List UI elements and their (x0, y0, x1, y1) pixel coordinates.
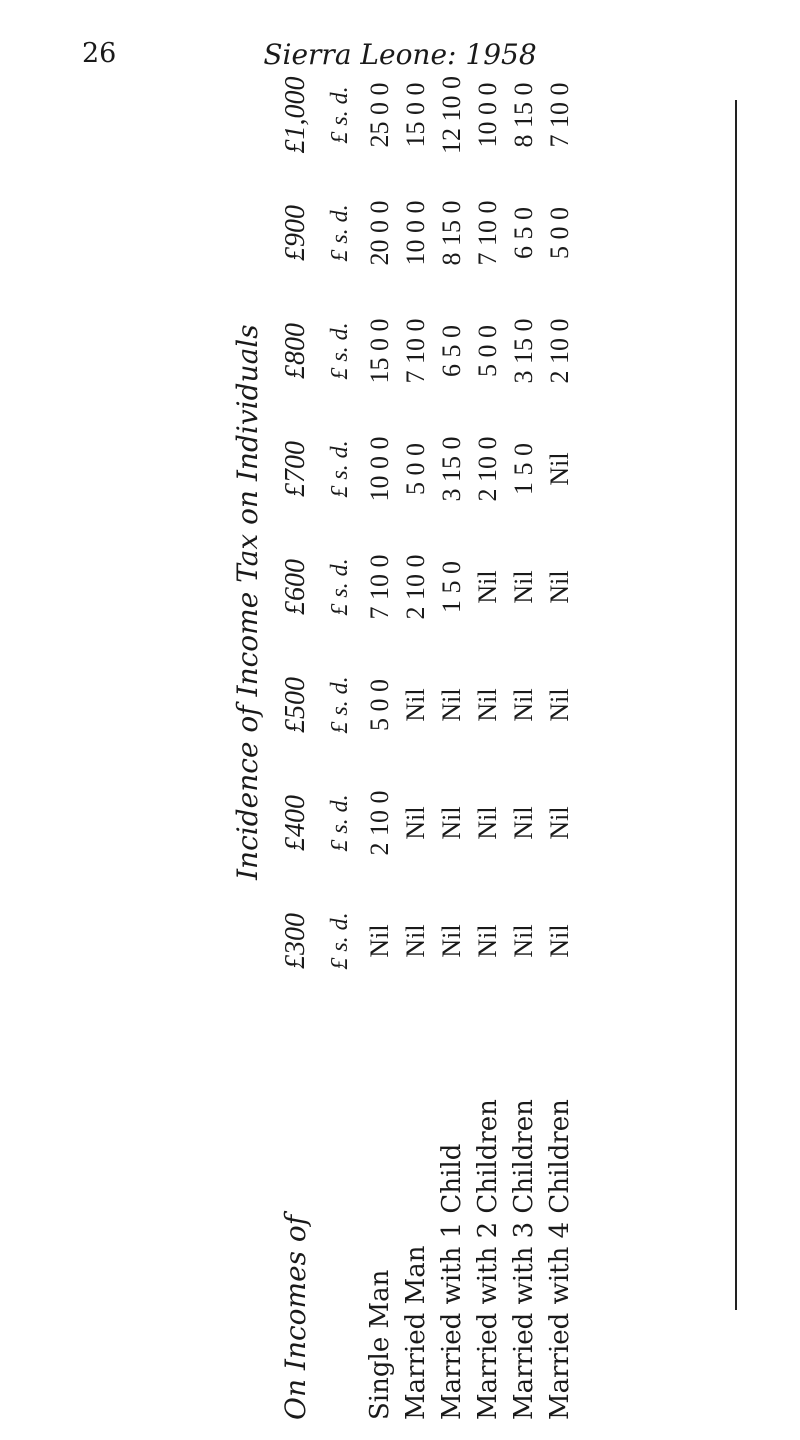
table-cell: Nil (473, 806, 502, 840)
income-level-header: £900 (280, 205, 311, 261)
table-cell: Nil (509, 924, 538, 958)
table-cell: 7 10 0 (401, 318, 430, 384)
row-label: Married with 3 Children (509, 1099, 539, 1420)
income-level-header: £800 (280, 323, 311, 379)
table-cell: 7 10 0 (473, 200, 502, 266)
income-level-header: £700 (280, 441, 311, 497)
table-cell: Nil (545, 688, 574, 722)
table-title: Incidence of Income Tax on Individuals (231, 324, 264, 880)
table-cell: 20 0 0 (365, 200, 394, 266)
running-title: Sierra Leone: 1958 (263, 38, 537, 71)
table-cell: Nil (401, 688, 430, 722)
row-label: Married with 2 Children (473, 1099, 503, 1420)
table-cell: Nil (473, 924, 502, 958)
unit-header: £ s. d. (327, 558, 353, 616)
table-cell: 3 15 0 (437, 436, 466, 502)
table-cell: 5 0 0 (545, 207, 574, 259)
table-cell: 5 0 0 (473, 325, 502, 377)
table-cell: Nil (473, 570, 502, 604)
table-cell: Nil (401, 924, 430, 958)
row-label: Married with 4 Children (545, 1099, 575, 1420)
unit-header: £ s. d. (327, 440, 353, 498)
table-cell: Nil (437, 688, 466, 722)
unit-header: £ s. d. (327, 912, 353, 970)
row-label: Single Man (365, 1269, 395, 1420)
income-level-header: £300 (280, 913, 311, 969)
table-cell: 8 15 0 (437, 200, 466, 266)
table-cell: Nil (509, 806, 538, 840)
income-level-header: £400 (280, 795, 311, 851)
unit-header: £ s. d. (327, 794, 353, 852)
income-tax-table (230, 60, 575, 1440)
income-level-header: £600 (280, 559, 311, 615)
table-cell: Nil (365, 924, 394, 958)
income-level-header: £500 (280, 677, 311, 733)
table-cell: 2 10 0 (401, 554, 430, 620)
table-cell: 2 10 0 (545, 318, 574, 384)
table-cell: 12 10 0 (437, 76, 466, 154)
table-cell: 15 0 0 (365, 318, 394, 384)
unit-header: £ s. d. (327, 676, 353, 734)
table-border (735, 100, 737, 1310)
row-label: Married Man (401, 1245, 431, 1420)
table-cell: 25 0 0 (365, 82, 394, 148)
table-cell: Nil (545, 924, 574, 958)
table-cell: 6 5 0 (509, 207, 538, 259)
table-cell: Nil (545, 806, 574, 840)
page-number: 26 (82, 38, 117, 69)
table-cell: 2 10 0 (365, 790, 394, 856)
unit-header: £ s. d. (327, 322, 353, 380)
table-cell: Nil (473, 688, 502, 722)
table-cell: 2 10 0 (473, 436, 502, 502)
table-row (506, 60, 542, 1440)
table-cell: 1 5 0 (509, 443, 538, 495)
table-cell: Nil (545, 570, 574, 604)
table-cell: 8 15 0 (509, 82, 538, 148)
table-cell: 5 0 0 (401, 443, 430, 495)
table-cell: 3 15 0 (509, 318, 538, 384)
table-row (398, 60, 434, 1440)
table-cell: 10 0 0 (365, 436, 394, 502)
table-row (470, 60, 506, 1440)
table-row (434, 60, 470, 1440)
unit-header: £ s. d. (327, 86, 353, 144)
table-cell: Nil (509, 688, 538, 722)
table-cell: 5 0 0 (365, 679, 394, 731)
income-level-header: £1,000 (280, 76, 311, 154)
table-cell: 7 10 0 (545, 82, 574, 148)
stub-header: On Incomes of (279, 1214, 312, 1420)
table-cell: 15 0 0 (401, 82, 430, 148)
table-row (542, 60, 578, 1440)
row-label: Married with 1 Child (437, 1143, 467, 1420)
table-cell: 10 0 0 (473, 82, 502, 148)
table-cell: 6 5 0 (437, 325, 466, 377)
unit-header: £ s. d. (327, 204, 353, 262)
table-row (362, 60, 398, 1440)
table-cell: 7 10 0 (365, 554, 394, 620)
table-cell: Nil (509, 570, 538, 604)
table-cell: 10 0 0 (401, 200, 430, 266)
table-cell: Nil (401, 806, 430, 840)
table-cell: 1 5 0 (437, 561, 466, 613)
table-cell: Nil (437, 924, 466, 958)
table-cell: Nil (437, 806, 466, 840)
unit-row (312, 60, 368, 1440)
table-cell: Nil (545, 452, 574, 486)
